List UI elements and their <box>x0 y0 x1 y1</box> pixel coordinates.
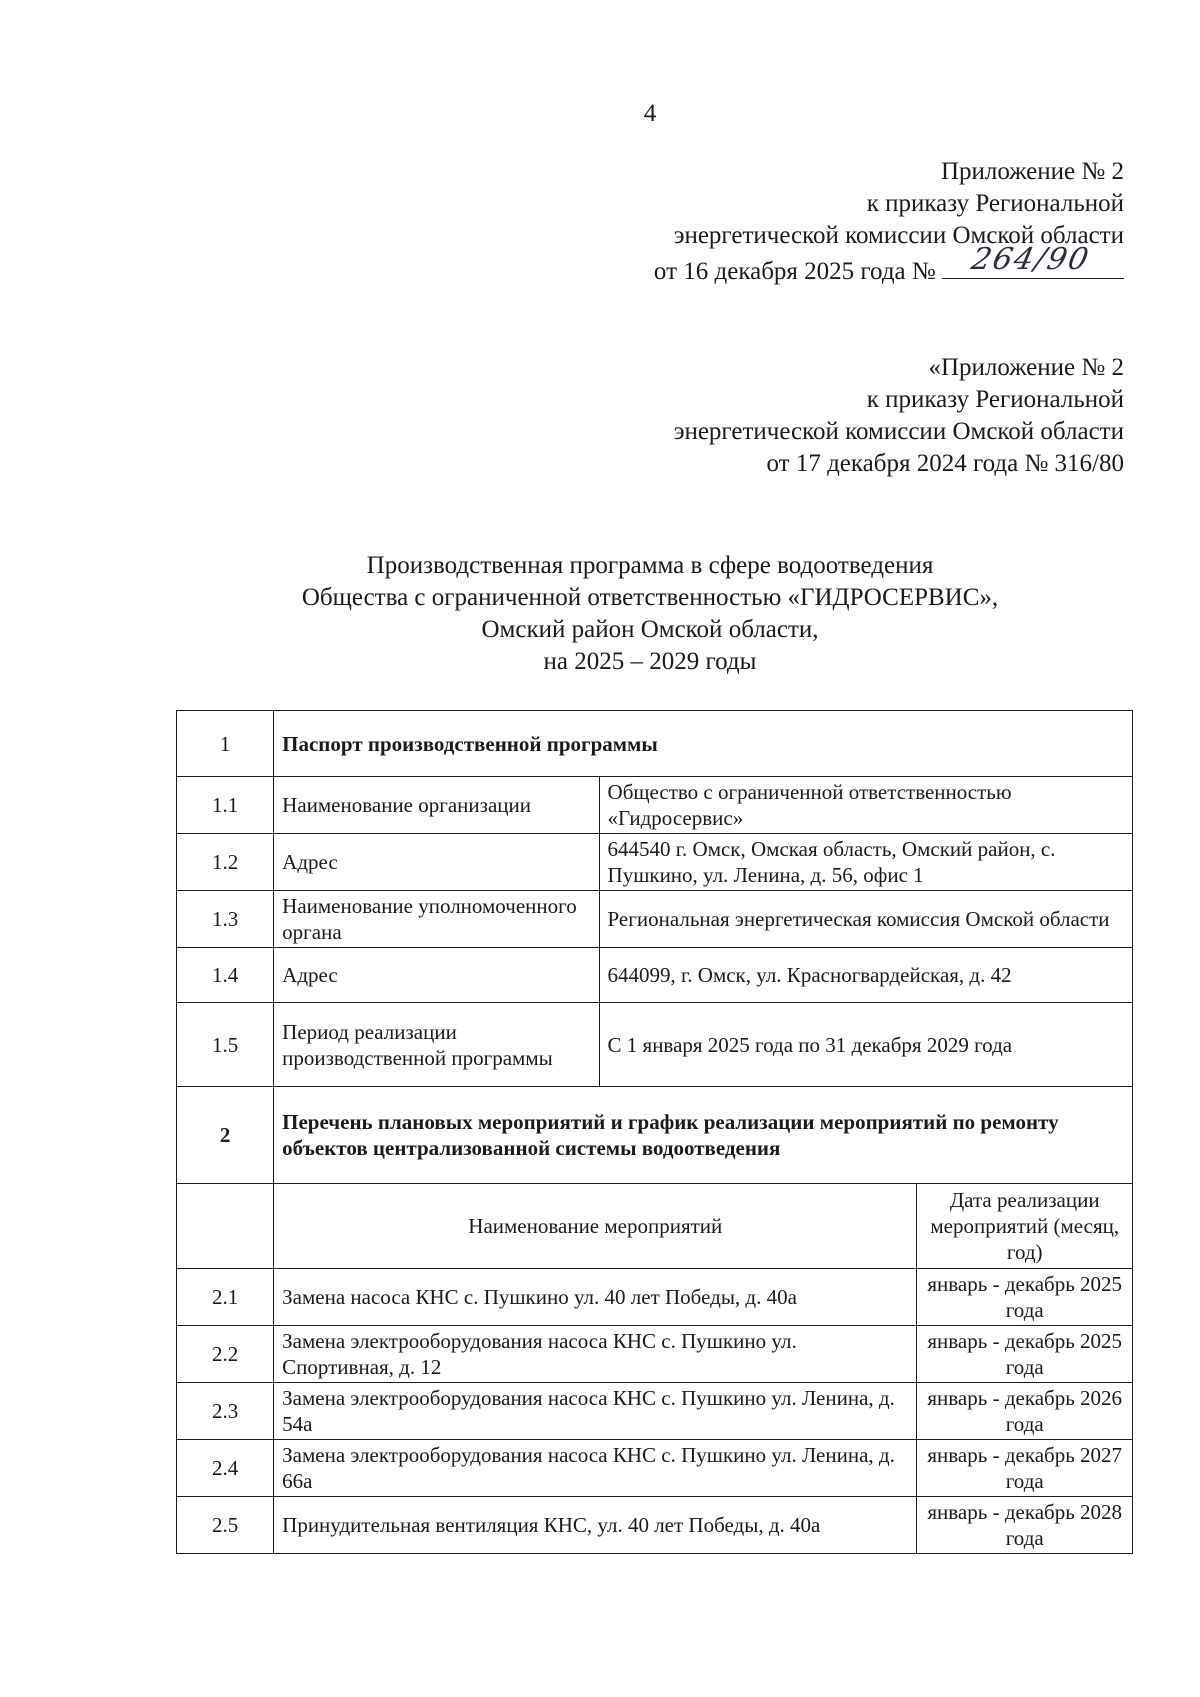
row-label: Наименование организации <box>274 777 599 834</box>
row-label: Адрес <box>274 834 599 891</box>
row-number: 1.2 <box>177 834 274 891</box>
section-header-row <box>177 1087 1133 1184</box>
table-row <box>177 1269 1133 1326</box>
order-number-line <box>942 242 1124 279</box>
row-number: 2.4 <box>177 1440 274 1497</box>
activity-date: январь - декабрь 2026 года <box>917 1383 1133 1440</box>
row-value: Региональная энергетическая комиссия Омской области <box>599 891 1132 948</box>
table-row <box>177 948 1133 1003</box>
title-line: Производственная программа в сфере водоотведения <box>366 552 934 579</box>
row-number: 1.1 <box>177 777 274 834</box>
table-row <box>177 777 1133 834</box>
row-number: 1.4 <box>177 948 274 1003</box>
section-title: Паспорт производственной программы <box>274 711 1133 777</box>
row-number: 2.1 <box>177 1269 274 1326</box>
document-title <box>200 550 1100 678</box>
title-line: на 2025 – 2029 годы <box>543 648 757 675</box>
column-header-row <box>177 1184 1133 1269</box>
activity-name: Замена электрооборудования насоса КНС с. Пушкино ул. Ленина, д. 66а <box>274 1440 917 1497</box>
table-row <box>177 1003 1133 1087</box>
row-number: 1.3 <box>177 891 274 948</box>
section-number: 1 <box>177 711 274 777</box>
appendix-date: от 17 декабря 2024 года № 316/80 <box>766 450 1124 477</box>
column-header-name: Наименование мероприятий <box>274 1184 917 1269</box>
appendix-order-ref: к приказу Региональной <box>866 386 1124 413</box>
activity-date: январь - декабрь 2025 года <box>917 1269 1133 1326</box>
appendix-header-current <box>654 156 1124 288</box>
appendix-header-previous <box>674 352 1124 480</box>
activity-name: Замена электрооборудования насоса КНС с. Пушкино ул. Ленина, д. 54а <box>274 1383 917 1440</box>
row-number: 2.2 <box>177 1326 274 1383</box>
table-row <box>177 1326 1133 1383</box>
activity-date: январь - декабрь 2025 года <box>917 1326 1133 1383</box>
table-row <box>177 834 1133 891</box>
appendix-title: Приложение № 2 <box>940 158 1124 185</box>
program-table <box>176 710 1133 1554</box>
activity-date: январь - декабрь 2027 года <box>917 1440 1133 1497</box>
section-title: Перечень плановых мероприятий и график реализации мероприятий по ремонту объектов централизованной системы водоотведения <box>274 1087 1133 1184</box>
activity-name: Принудительная вентиляция КНС, ул. 40 лет Победы, д. 40а <box>274 1497 917 1554</box>
appendix-date-line <box>653 242 1124 288</box>
page-number: 4 <box>643 100 657 127</box>
empty-cell <box>177 1184 274 1269</box>
table-row <box>177 1497 1133 1554</box>
row-label: Период реализации производственной программы <box>274 1003 599 1087</box>
activity-name: Замена электрооборудования насоса КНС с. Пушкино ул. Спортивная, д. 12 <box>274 1326 917 1383</box>
title-line: Омский район Омской области, <box>481 616 819 643</box>
row-value: 644099, г. Омск, ул. Красногвардейская, д. 42 <box>599 948 1132 1003</box>
row-number: 2.3 <box>177 1383 274 1440</box>
title-line: Общества с ограниченной ответственностью «ГИДРОСЕРВИС», <box>301 584 999 611</box>
section-header-row <box>177 711 1133 777</box>
appendix-commission: энергетической комиссии Омской области <box>673 222 1124 249</box>
activity-date: январь - декабрь 2028 года <box>917 1497 1133 1554</box>
appendix-title: «Приложение № 2 <box>928 354 1124 381</box>
row-value: С 1 января 2025 года по 31 декабря 2029 года <box>599 1003 1132 1087</box>
row-number: 1.5 <box>177 1003 274 1087</box>
row-number: 2.5 <box>177 1497 274 1554</box>
appendix-order-ref: к приказу Региональной <box>866 190 1124 217</box>
row-value: 644540 г. Омск, Омская область, Омский район, с. Пушкино, ул. Ленина, д. 56, офис 1 <box>599 834 1132 891</box>
activity-name: Замена насоса КНС с. Пушкино ул. 40 лет Победы, д. 40а <box>274 1269 917 1326</box>
table-row <box>177 1383 1133 1440</box>
row-label: Наименование уполномоченного органа <box>274 891 599 948</box>
table-row <box>177 1440 1133 1497</box>
handwritten-order-number: 264/90 <box>968 242 1094 277</box>
column-header-date: Дата реализации мероприятий (месяц, год) <box>917 1184 1133 1269</box>
table-row <box>177 891 1133 948</box>
row-value: Общество с ограниченной ответственностью «Гидросервис» <box>599 777 1132 834</box>
row-label: Адрес <box>274 948 599 1003</box>
appendix-commission: энергетической комиссии Омской области <box>673 418 1124 445</box>
appendix-date: от 16 декабря 2025 года № <box>653 258 936 285</box>
section-number: 2 <box>177 1087 274 1184</box>
